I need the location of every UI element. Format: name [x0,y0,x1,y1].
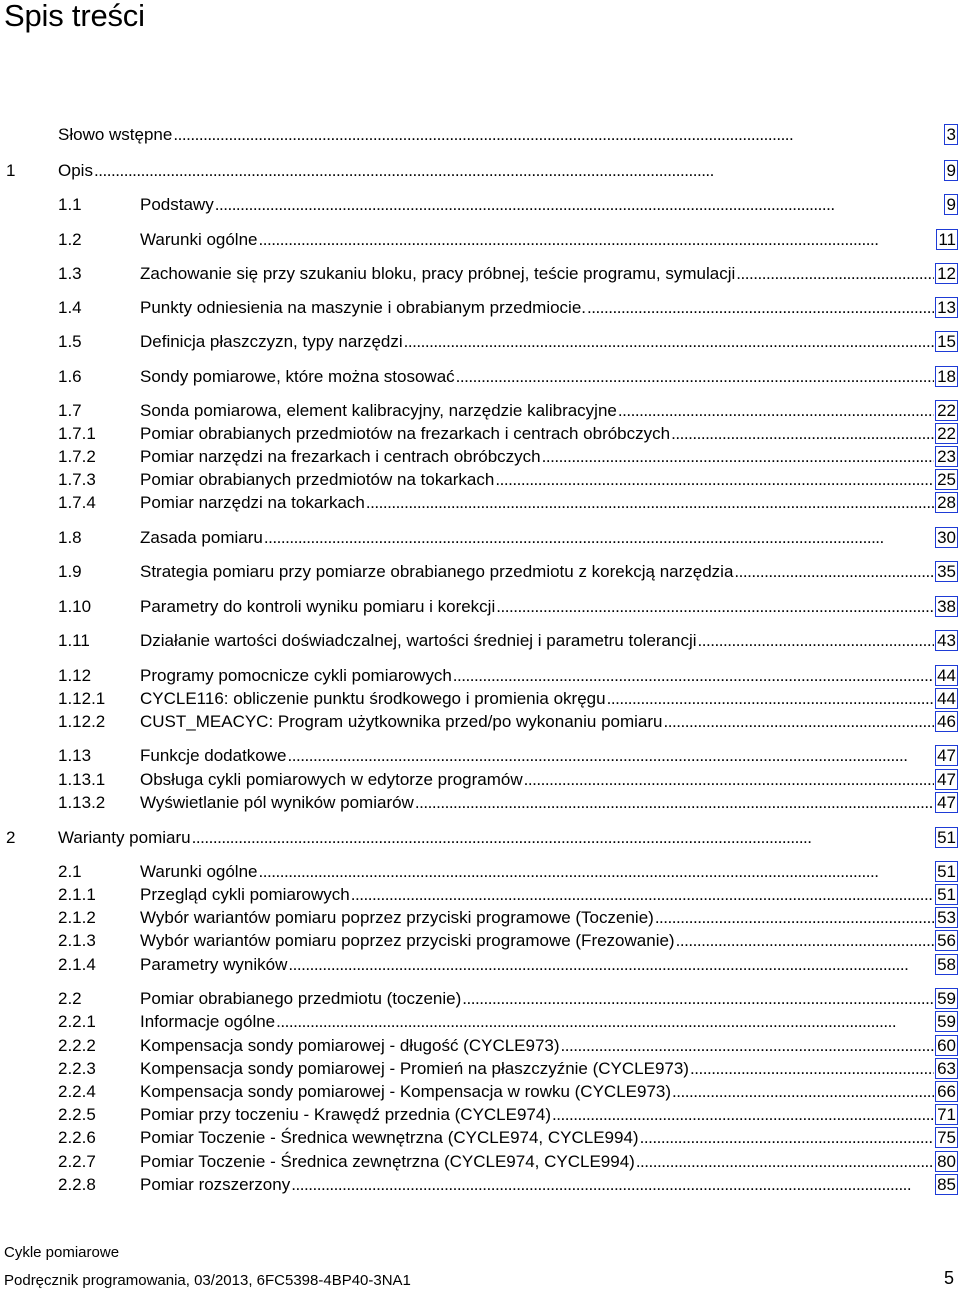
toc-page-link[interactable]: 51 [937,885,956,904]
toc-entry[interactable] [0,827,958,849]
toc-entry-number: 2.1.2 [58,908,96,927]
dot-leader [366,492,934,514]
toc-page-link[interactable]: 46 [937,712,956,731]
toc-entry-number: 1.1 [58,195,82,214]
toc-page-link[interactable]: 80 [937,1152,956,1171]
toc-entry[interactable] [0,688,958,710]
toc-entry-label[interactable]: Kompensacja sondy pomiarowej - długość (CYCLE973) [140,1036,560,1055]
toc-entry-number: 1.13 [58,746,92,765]
toc-page-link[interactable]: 35 [937,562,956,581]
toc-entry-label[interactable]: Pomiar przy toczeniu - Krawędź przednia (CYCLE974) [140,1105,552,1124]
toc-entry-number: 2.2.2 [58,1036,96,1055]
toc-page-link[interactable]: 28 [937,493,956,512]
dot-leader [496,596,934,618]
toc-page-link[interactable]: 44 [937,689,956,708]
dot-leader [276,1011,934,1033]
dot-leader [456,366,934,388]
toc-entry-label[interactable]: Pomiar narzędzi na tokarkach [140,493,365,512]
dot-leader [676,930,934,952]
toc-entry-label[interactable]: Definicja płaszczyzn, typy narzędzi [140,332,403,351]
toc-entry-label[interactable]: Przegląd cykli pomiarowych [140,885,350,904]
toc-entry-label[interactable]: Kompensacja sondy pomiarowej - Kompensacja w rowku (CYCLE973) [140,1082,672,1101]
toc-entry-number: 1 [6,161,16,180]
toc-page-link[interactable]: 22 [937,401,956,420]
toc-entry-number: 1.2 [58,230,82,249]
dot-leader [524,769,934,791]
toc-entry-number: 2.2.7 [58,1152,96,1171]
dot-leader [259,229,936,251]
toc-page-link[interactable]: 38 [937,597,956,616]
toc-page-link[interactable]: 11 [938,230,956,249]
toc-entry-number: 1.7 [58,401,82,420]
toc-entry-label[interactable]: Wybór wariantów pomiaru poprzez przyciski programowe (Toczenie) [140,908,654,927]
toc-page-link[interactable]: 25 [937,470,956,489]
toc-page-link[interactable]: 71 [937,1105,956,1124]
toc-entry-label[interactable]: Warianty pomiaru [58,828,191,847]
toc-page-link[interactable]: 56 [937,931,956,950]
toc-page-link[interactable]: 53 [937,908,956,927]
toc-entry[interactable] [0,446,958,468]
toc-page-link[interactable]: 59 [937,1012,956,1031]
toc-entry-label[interactable]: Pomiar Toczenie - Średnica wewnętrzna (CYCLE974, CYCLE994) [140,1128,639,1147]
toc-page-link[interactable]: 47 [937,793,956,812]
toc-entry-number: 2.2.8 [58,1175,96,1194]
toc-entry-label[interactable]: CYCLE116: obliczenie punktu środkowego i promienia okręgu [140,689,606,708]
toc-page-link[interactable]: 9 [944,160,958,181]
toc-entry-label[interactable]: CUST_MEACYC: Program użytkownika przed/po wykonaniu pomiaru [140,712,663,731]
dot-leader [542,446,934,468]
dot-leader [453,665,934,687]
toc-entry[interactable] [0,1104,958,1126]
toc-entry[interactable] [0,630,958,652]
toc-entry-label[interactable]: Pomiar Toczenie - Średnica zewnętrzna (CYCLE974, CYCLE994) [140,1152,635,1171]
toc-entry-label[interactable]: Zasada pomiaru [140,528,263,547]
dot-leader [552,1104,934,1126]
toc-entry-label[interactable]: Wybór wariantów pomiaru poprzez przyciski programowe (Frezowanie) [140,931,675,950]
toc-entry[interactable] [0,711,958,733]
toc-entry-number: 2.2.3 [58,1059,96,1078]
toc-entry[interactable] [0,1011,958,1033]
dot-leader [351,884,934,906]
dot-leader [215,194,943,216]
toc-entry[interactable] [0,160,958,182]
dot-leader [736,263,934,285]
toc-page-link[interactable]: 59 [937,989,956,1008]
toc-entry-label[interactable]: Punkty odniesienia na maszynie i obrabianym przedmiocie. [140,298,587,317]
toc-entry[interactable] [0,469,958,491]
dot-leader [672,1081,934,1103]
toc-entry-label[interactable]: Parametry wyników [140,955,288,974]
footer-product: Cykle pomiarowe [4,1244,120,1261]
page-title: Spis treści [4,0,145,33]
toc-entry[interactable] [0,1058,958,1080]
toc-entry-label[interactable]: Słowo wstępne [58,125,173,144]
dot-leader [94,160,943,182]
toc-page-link[interactable]: 63 [937,1059,956,1078]
toc-entry-label[interactable]: Sonda pomiarowa, element kalibracyjny, narzędzie kalibracyjne [140,401,617,420]
toc-entry-number: 1.7.3 [58,470,96,489]
toc-page-link[interactable]: 9 [944,194,958,215]
toc-entry-label[interactable]: Pomiar narzędzi na frezarkach i centrach obróbczych [140,447,541,466]
toc-entry-number: 1.11 [58,631,90,650]
toc-page-link[interactable]: 44 [937,666,956,685]
toc-page-link[interactable]: 12 [937,264,956,283]
toc-entry-label[interactable]: Wyświetlanie pól wyników pomiarów [140,793,414,812]
dot-leader [462,988,934,1010]
dot-leader [607,688,935,710]
toc-entry[interactable] [0,596,958,618]
toc-entry-number: 1.7.2 [58,447,96,466]
toc-entry-number: 2.1 [58,862,82,881]
toc-entry-number: 1.12.2 [58,712,106,731]
toc-entry[interactable] [0,861,958,883]
toc-entry[interactable] [0,1174,958,1196]
toc-entry-number: 1.7.4 [58,493,96,512]
toc-entry[interactable] [0,527,958,549]
toc-entry[interactable] [0,665,958,687]
toc-entry-number: 1.10 [58,597,92,616]
dot-leader [415,792,934,814]
toc-page-link[interactable]: 47 [937,746,956,765]
toc-entry[interactable] [0,263,958,285]
toc-page-link[interactable]: 3 [944,124,958,145]
toc-page-link[interactable]: 60 [937,1036,956,1055]
dot-leader [640,1127,934,1149]
dot-leader [636,1151,934,1173]
toc-entry[interactable] [0,331,958,353]
toc-page-link[interactable]: 85 [937,1175,956,1194]
toc-entry[interactable] [0,907,958,929]
toc-entry-label[interactable]: Podstawy [140,195,214,214]
toc-entry-label[interactable]: Pomiar obrabianego przedmiotu (toczenie) [140,989,462,1008]
toc-page-link[interactable]: 43 [937,631,956,650]
dot-leader [618,400,934,422]
toc-entry[interactable] [0,954,958,976]
toc-entry-label[interactable]: Strategia pomiaru przy pomiarze obrabianego przedmiotu z korekcją narzędzia [140,562,734,581]
toc-entry-number: 2.2.5 [58,1105,96,1124]
toc-entry[interactable] [0,229,958,251]
toc-entry[interactable] [0,366,958,388]
toc-entry[interactable] [0,194,958,216]
toc-page-link[interactable]: 66 [937,1082,956,1101]
toc-entry-number: 1.6 [58,367,82,386]
dot-leader [587,297,934,319]
toc-entry[interactable] [0,400,958,422]
dot-leader [287,745,934,767]
toc-entry-label[interactable]: Obsługa cykli pomiarowych w edytorze programów [140,770,523,789]
toc-entry-label[interactable]: Pomiar obrabianych przedmiotów na tokarkach [140,470,495,489]
toc-page-link[interactable]: 22 [937,424,956,443]
dot-leader [698,630,935,652]
toc-entry[interactable] [0,423,958,445]
toc-entry[interactable] [0,930,958,952]
dot-leader [288,954,934,976]
toc-entry[interactable] [0,492,958,514]
toc-entry[interactable] [0,1127,958,1149]
toc-entry-number: 2.1.1 [58,885,96,904]
toc-page-link[interactable]: 23 [937,447,956,466]
toc-entry-number: 2.1.4 [58,955,96,974]
toc-entry-number: 1.7.1 [58,424,96,443]
toc-entry[interactable] [0,124,958,146]
toc-entry-label[interactable]: Zachowanie się przy szukaniu bloku, pracy próbnej, teście programu, symulacji [140,264,736,283]
toc-page-link[interactable]: 51 [937,862,956,881]
toc-entry-number: 2.2.6 [58,1128,96,1147]
toc-entry-number: 2.2.4 [58,1082,96,1101]
toc-entry-label[interactable]: Warunki ogólne [140,230,258,249]
toc-entry-label[interactable]: Opis [58,161,93,180]
toc-entry-number: 1.13.1 [58,770,106,789]
dot-leader [663,711,934,733]
dot-leader [264,527,934,549]
toc-page-link[interactable]: 18 [937,367,956,386]
toc-entry-label[interactable]: Warunki ogólne [140,862,258,881]
toc-entry[interactable] [0,561,958,583]
toc-entry-number: 2.2.1 [58,1012,96,1031]
toc-entry[interactable] [0,792,958,814]
dot-leader [495,469,934,491]
toc-entry[interactable] [0,1151,958,1173]
toc-entry-label[interactable]: Działanie wartości doświadczalnej, wartości średniej i parametru tolerancji [140,631,697,650]
toc-entry-label[interactable]: Kompensacja sondy pomiarowej - Promień na płaszczyźnie (CYCLE973) [140,1059,689,1078]
toc-entry-number: 2 [6,828,16,847]
dot-leader [734,561,934,583]
dot-leader [192,827,934,849]
page-number: 5 [943,1268,954,1288]
toc-page-link[interactable]: 58 [937,955,956,974]
toc-entry[interactable] [0,297,958,319]
toc-entry-number: 1.12.1 [58,689,106,708]
toc-entry[interactable] [0,1035,958,1057]
toc-entry-number: 2.1.3 [58,931,96,950]
toc-entry-label[interactable]: Pomiar rozszerzony [140,1175,291,1194]
dot-leader [291,1174,934,1196]
toc-page-link[interactable]: 75 [937,1128,956,1147]
dot-leader [404,331,934,353]
toc-entry-number: 1.12 [58,666,92,685]
dot-leader [655,907,934,929]
toc-entry-number: 1.5 [58,332,82,351]
dot-leader [259,861,935,883]
toc-entry-label[interactable]: Pomiar obrabianych przedmiotów na frezarkach i centrach obróbczych [140,424,671,443]
dot-leader [173,124,943,146]
toc-page-link[interactable]: 47 [937,770,956,789]
toc-page-link[interactable]: 15 [937,332,956,351]
toc-entry-label[interactable]: Funkcje dodatkowe [140,746,287,765]
toc-entry[interactable] [0,769,958,791]
toc-page-link[interactable]: 51 [937,828,956,847]
toc-entry[interactable] [0,988,958,1010]
dot-leader [561,1035,935,1057]
toc-entry[interactable] [0,1081,958,1103]
toc-entry-label[interactable]: Sondy pomiarowe, które można stosować [140,367,455,386]
toc-entry[interactable] [0,884,958,906]
toc-entry[interactable] [0,745,958,767]
toc-entry-number: 1.8 [58,528,82,547]
toc-entry-number: 1.3 [58,264,82,283]
toc-page-link[interactable]: 13 [937,298,956,317]
toc-entry-label[interactable]: Programy pomocnicze cykli pomiarowych [140,666,452,685]
footer-manual-info: Podręcznik programowania, 03/2013, 6FC5398-4BP40-3NA1 [4,1272,411,1289]
toc-entry-label[interactable]: Informacje ogólne [140,1012,276,1031]
dot-leader [690,1058,934,1080]
toc-entry-number: 1.13.2 [58,793,106,812]
toc-page-link[interactable]: 30 [937,528,956,547]
toc-entry-number: 2.2 [58,989,82,1008]
toc-entry-number: 1.9 [58,562,82,581]
toc-entry-number: 1.4 [58,298,82,317]
toc-entry-label[interactable]: Parametry do kontroli wyniku pomiaru i korekcji [140,597,496,616]
dot-leader [671,423,934,445]
